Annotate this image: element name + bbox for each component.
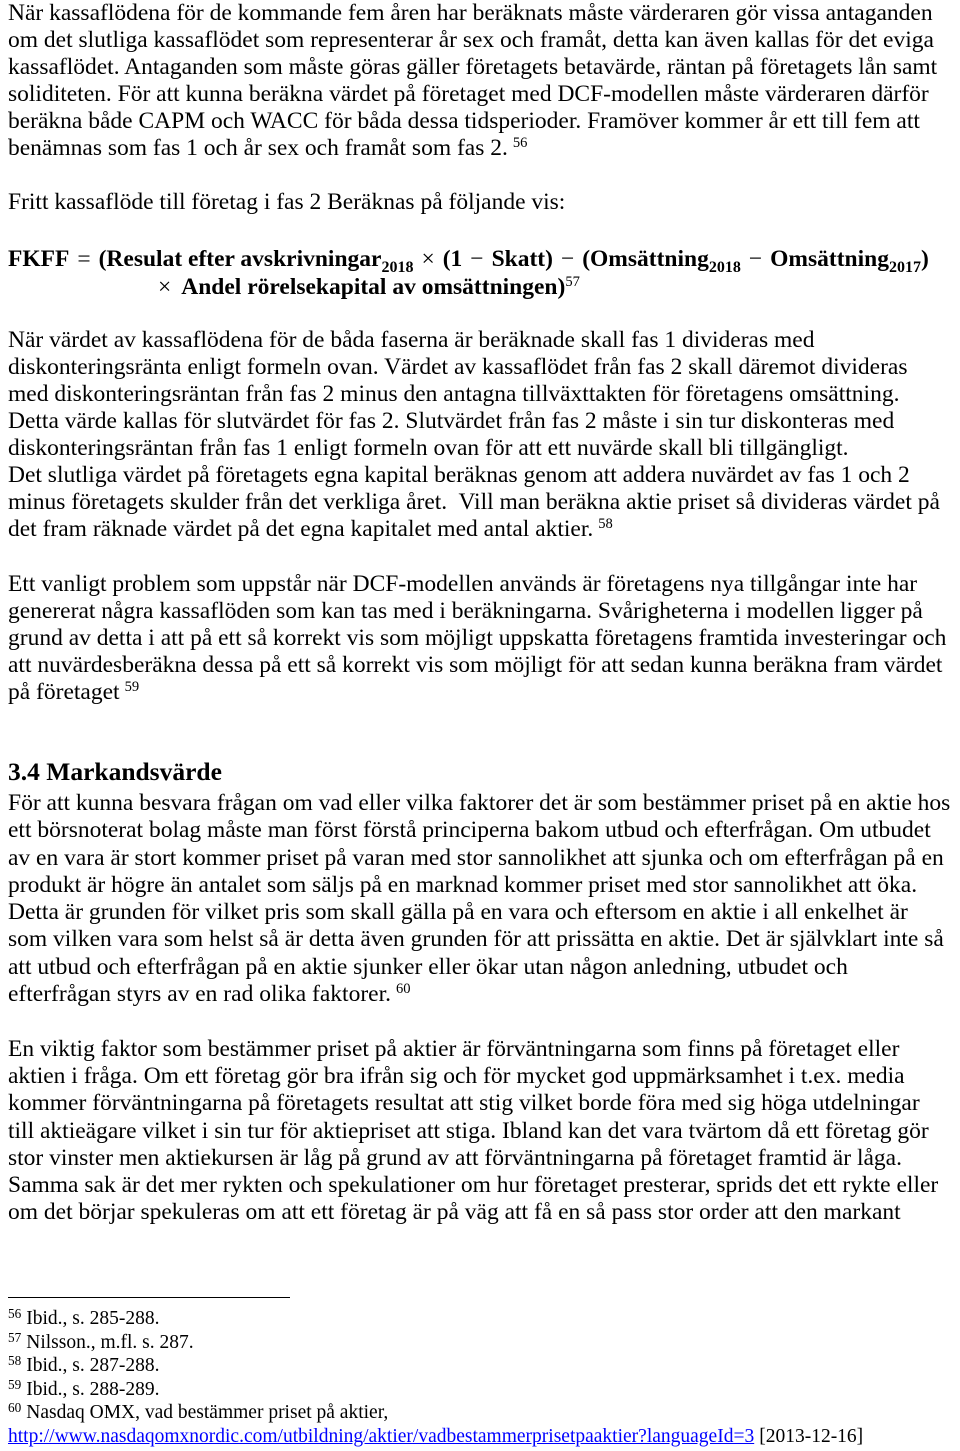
footnote-number: 56 <box>8 1306 22 1322</box>
formula-term: Andel rörelsekapital av omsättningen) <box>181 274 566 300</box>
text-line: Detta värde kallas för slutvärdet för fas 2. Slutvärdet från fas 2 måste i sin tur diskonteras med <box>8 408 895 434</box>
equals-sign: = <box>77 246 91 272</box>
text-line-content: benämnas som fas 1 och år sex och framåt som fas 2. <box>8 135 508 161</box>
text-line: av en vara är stort kommer priset på varan med stor sannolikhet att sjunka och om efterfrågan på en <box>8 844 944 871</box>
formula-term: (1 <box>442 246 463 272</box>
subscript: 2018 <box>381 258 414 276</box>
minus-sign: − <box>748 246 763 272</box>
text-line: om det börjar spekuleras om att ett företag är på väg att få en så pass stor order att den markant <box>8 1199 901 1226</box>
footnote-number: 59 <box>8 1376 22 1392</box>
minus-sign: − <box>470 246 484 272</box>
text-line: minus företagets skulder från det verkliga året. Vill man beräkna aktie priset så divideras värdet på <box>8 489 940 515</box>
paragraph <box>8 327 960 543</box>
text-line: grund av detta i att på ett så korrekt vis som möjligt uppskatta företagens framtida investeringar och <box>8 625 947 651</box>
paragraph <box>8 790 960 1008</box>
paragraph <box>8 1036 960 1226</box>
text-line: Ett vanligt problem som uppstår när DCF-modellen används är företagens nya tillgångar inte har <box>8 571 918 597</box>
footnote <box>8 1307 960 1331</box>
text-line: med diskonteringsräntan från fas 2 minus den antagna tillväxttakten för företagens omsättning. <box>8 381 900 407</box>
footnote-number: 60 <box>8 1400 22 1416</box>
text-line: diskonteringsräntan från fas 1 enligt formeln ovan för att ett nuvärde skall bli tillgängligt. <box>8 435 849 461</box>
footnote <box>8 1331 960 1355</box>
footnotes <box>8 1307 960 1449</box>
footnote <box>8 1354 960 1378</box>
minus-sign: − <box>560 246 575 272</box>
text-line: diskonteringsränta enligt formeln ovan. Värdet av kassaflödet från fas 2 skall däremot divideras <box>8 354 908 380</box>
footnote-text: Nasdaq OMX, vad bestämmer priset på aktier, <box>26 1402 389 1424</box>
text-line <box>8 516 960 543</box>
text-line: När värdet av kassaflödena för de båda faserna är beräknade skall fas 1 divideras med <box>8 327 815 353</box>
footnote <box>8 1401 960 1425</box>
footnote-text: Nilsson., m.fl. s. 287. <box>26 1331 194 1353</box>
footnote-continuation <box>8 1425 960 1449</box>
paragraph <box>8 0 960 162</box>
text-line: produkt är högre än antalet som säljs på en marknad kommer priset med stor sannolikhet att öka. <box>8 871 918 898</box>
footnote-number: 58 <box>8 1353 22 1369</box>
subscript: 2018 <box>708 258 741 276</box>
footnote-text: Ibid., s. 285-288. <box>26 1308 160 1329</box>
formula <box>8 245 960 301</box>
text-line: Det slutliga värdet på företagets egna kapital beräknas genom att addera nuvärdet av fas 1 och 2 <box>8 462 910 488</box>
footnote-ref: 56 <box>512 135 528 151</box>
times-sign: × <box>421 246 435 272</box>
text-line: aktien i fråga. Om ett företag gör bra ifrån sig och för mycket god uppmärksamhet i t.ex. media <box>8 1063 905 1090</box>
footnote-ref: 60 <box>396 981 411 998</box>
text-line: beräkna både CAPM och WACC för båda dessa tidsperioder. Framöver kommer år ett till fem att <box>8 108 920 134</box>
footnote-ref: 57 <box>565 274 580 290</box>
text-line: stor vinster men aktiekursen är låg på grund av att förväntningarna på företaget framtid är låga. <box>8 1144 902 1171</box>
section-heading-text: 3.4 Markandsvärde <box>8 757 222 786</box>
footnote-number: 57 <box>8 1329 22 1345</box>
subscript: 2017 <box>888 258 921 276</box>
times-sign: × <box>158 274 172 300</box>
text-line: att nuvärdesberäkna dessa på ett så korrekt vis som möjligt för att sedan kunna beräkna fram värdet <box>8 652 943 678</box>
footnote-text: Ibid., s. 288-289. <box>26 1378 160 1400</box>
paragraph <box>8 189 960 216</box>
footnote-ref: 59 <box>124 679 140 695</box>
text-line: För att kunna besvara frågan om vad eller vilka faktorer det är som bestämmer priset på en aktie hos <box>8 790 951 816</box>
formula-term: (Omsättning <box>582 246 709 272</box>
text-line: kommer förväntningarna på företagets resultat att stig vilket borde föra med sig höga utdelningar <box>8 1090 920 1117</box>
text-line <box>8 135 960 162</box>
text-line-content: på företaget <box>8 679 120 705</box>
text-line: ett börsnoterat bolag måste man först förstå principerna bakom utbud och efterfrågan. Om utbudet <box>8 817 931 844</box>
formula-term: Omsättning <box>770 246 889 272</box>
formula-term: Skatt) <box>491 246 553 272</box>
close-paren: ) <box>920 246 929 272</box>
text-line-content: efterfrågan styrs av en rad olika faktorer. <box>8 981 391 1008</box>
text-line: kassaflödet. Antaganden som måste göras gäller företagets betavärde, räntan på företagets lån samt <box>8 54 938 80</box>
text-line: Fritt kassaflöde till företag i fas 2 Beräknas på följande vis: <box>8 189 566 215</box>
footnote-separator <box>8 1297 290 1298</box>
formula-line <box>8 273 960 301</box>
paragraph <box>8 571 960 706</box>
footnote-accessed-date: [2013-12-16] <box>759 1425 864 1447</box>
text-line: Samma sak är det mer rykten och spekulationer om hur företaget presterar, sprids det ett rykte eller <box>8 1172 939 1199</box>
text-line: om det slutliga kassaflödet som representerar år sex och framåt, detta kan även kallas för det eviga <box>8 27 934 53</box>
text-line: Detta är grunden för vilket pris som skall gälla på en vara och eftersom en aktie i all enkelhet är <box>8 899 908 926</box>
text-line: En viktig faktor som bestämmer priset på aktier är förväntningarna som finns på företaget eller <box>8 1036 900 1062</box>
text-line <box>8 679 960 706</box>
footnote-ref: 58 <box>598 516 613 532</box>
text-line: att utbud och efterfrågan på en aktie sjunker eller ökar utan någon anledning, utbudet och <box>8 953 848 980</box>
text-line: soliditeten. För att kunna beräkna värdet på företaget med DCF-modellen måste värderaren därför <box>8 81 929 107</box>
formula-lhs: FKFF <box>8 246 70 272</box>
footnote-text: Ibid., s. 287-288. <box>26 1355 160 1377</box>
text-line: genererat några kassaflöden som kan tas med i beräkningarna. Svårigheterna i modellen ligger på <box>8 598 923 624</box>
footnote-link[interactable]: http://www.nasdaqomxnordic.com/utbildning/aktier/vadbestammerprisetpaaktier?languageId=3 <box>8 1425 755 1447</box>
text-line: som vilken vara som helst så är detta även grunden för att prissätta en aktie. Det är självklart inte så <box>8 926 944 953</box>
footnote <box>8 1378 960 1402</box>
text-line: När kassaflödena för de kommande fem åren har beräknats måste värderaren gör vissa antaganden <box>8 0 933 26</box>
text-line-content: det fram räknade värdet på det egna kapitalet med antal aktier. <box>8 516 594 542</box>
formula-line <box>8 245 960 276</box>
formula-term: (Resulat efter avskrivningar <box>98 246 382 272</box>
text-line <box>8 981 960 1008</box>
section-heading <box>8 758 960 786</box>
text-line: till aktieägare vilket i sin tur för aktiepriset att stiga. Ibland kan det vara tvärtom då ett företag gör <box>8 1117 929 1144</box>
